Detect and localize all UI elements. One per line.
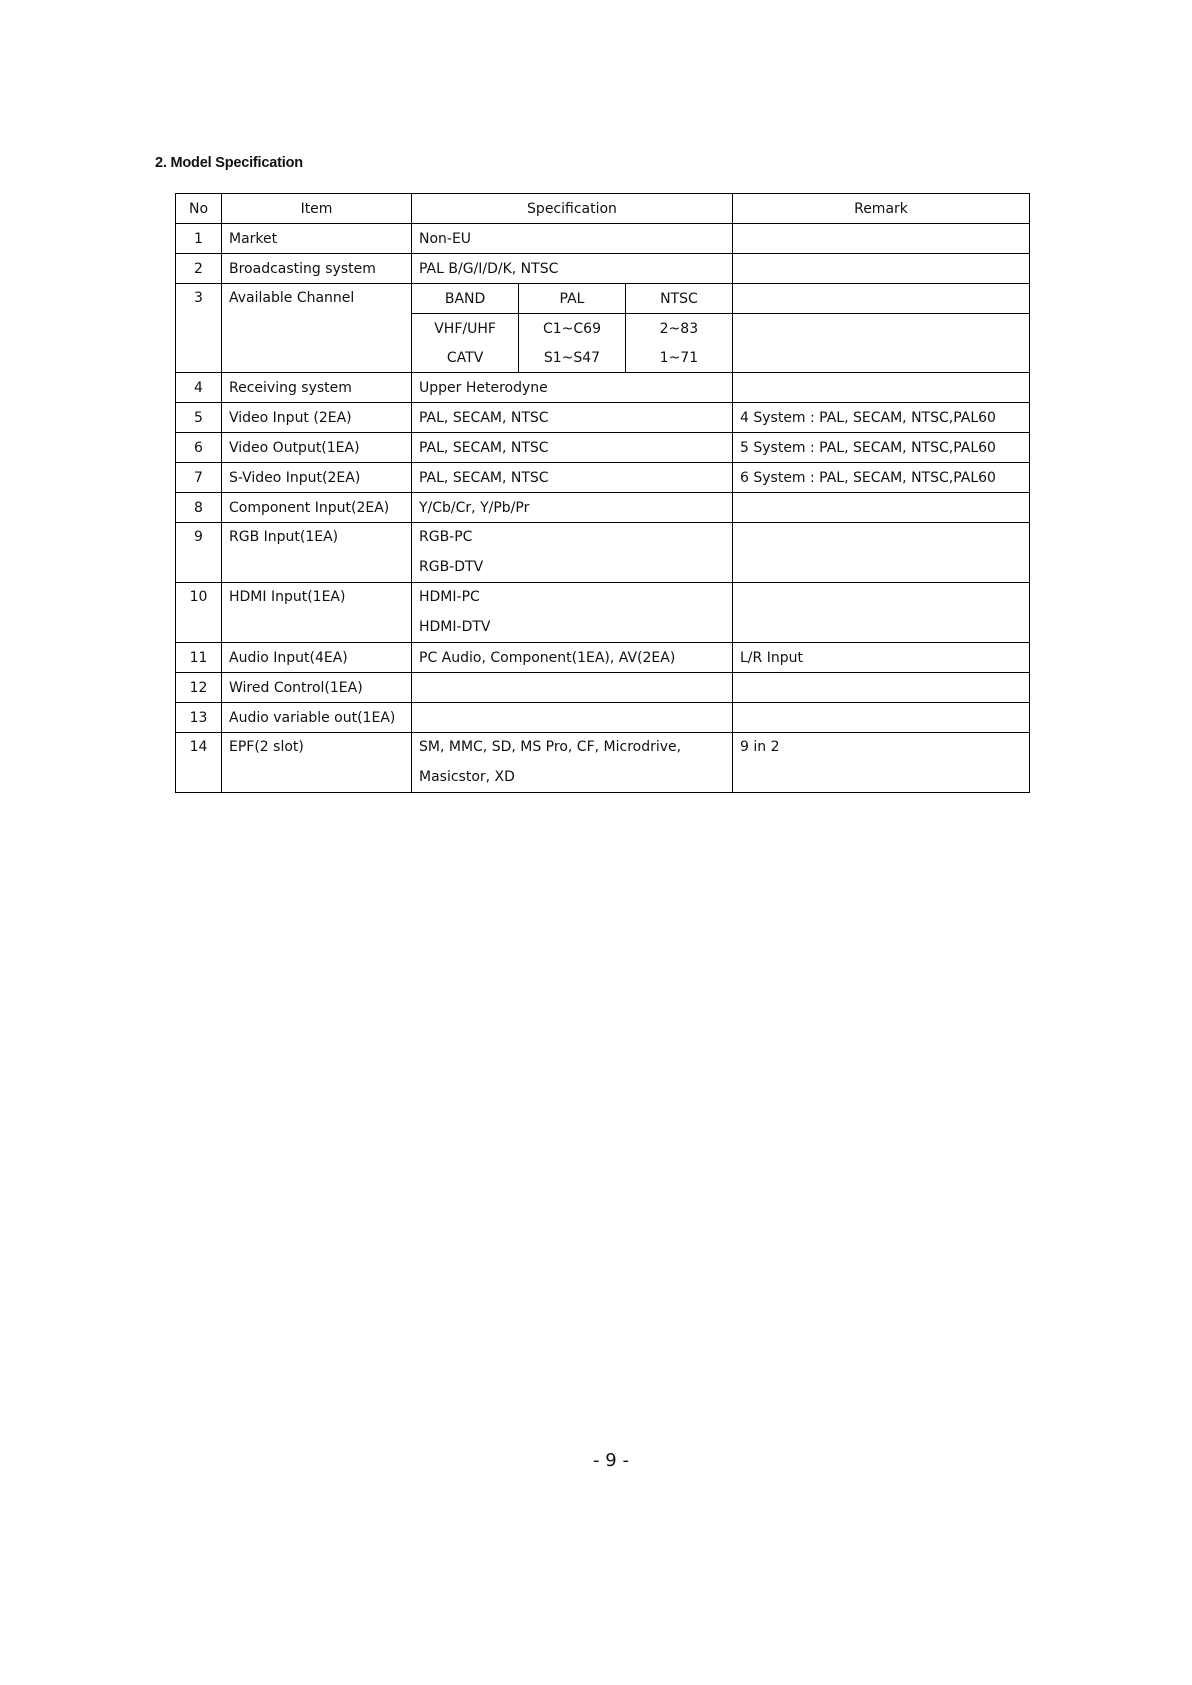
channel-pal: C1~C69 [519, 314, 626, 344]
row-item: Audio variable out(1EA) [222, 703, 412, 733]
table-row [176, 284, 1030, 373]
row-remark: 5 System : PAL, SECAM, NTSC,PAL60 [733, 433, 1030, 463]
row-no: 4 [176, 373, 222, 403]
row-remark [733, 373, 1030, 403]
row-item: RGB Input(1EA) [222, 523, 412, 583]
row-item: Video Input (2EA) [222, 403, 412, 433]
row-no: 14 [176, 733, 222, 793]
table-row [176, 433, 1030, 463]
channel-row [412, 343, 732, 372]
row-remark [733, 703, 1030, 733]
spec-line: SM, MMC, SD, MS Pro, CF, Microdrive, [419, 739, 682, 755]
row-spec [412, 703, 733, 733]
row-no: 3 [176, 284, 222, 373]
row-spec: PAL, SECAM, NTSC [412, 403, 733, 433]
row-item: Audio Input(4EA) [222, 643, 412, 673]
row-item: Receiving system [222, 373, 412, 403]
row-spec: PAL, SECAM, NTSC [412, 463, 733, 493]
row-spec: PAL B/G/I/D/K, NTSC [412, 254, 733, 284]
table-row [176, 493, 1030, 523]
table-row [176, 673, 1030, 703]
channel-pal: S1~S47 [519, 343, 626, 372]
table-row [176, 224, 1030, 254]
header-spec: Specification [412, 194, 733, 224]
table-row [176, 373, 1030, 403]
header-remark: Remark [733, 194, 1030, 224]
row-spec [412, 733, 733, 793]
row-no: 1 [176, 224, 222, 254]
channel-band: VHF/UHF [412, 314, 519, 344]
channel-header-row [412, 284, 732, 314]
spec-line: Masicstor, XD [419, 769, 515, 785]
row-remark [733, 493, 1030, 523]
remark-line [733, 284, 1029, 314]
row-spec [412, 583, 733, 643]
spec-line: HDMI-DTV [419, 619, 491, 635]
channel-ntsc: 1~71 [659, 349, 699, 366]
row-item: Video Output(1EA) [222, 433, 412, 463]
table-row [176, 523, 1030, 583]
row-remark [733, 673, 1030, 703]
row-item: S-Video Input(2EA) [222, 463, 412, 493]
table-row [176, 703, 1030, 733]
row-item: Available Channel [222, 284, 412, 373]
table-row [176, 254, 1030, 284]
row-spec: Y/Cb/Cr, Y/Pb/Pr [412, 493, 733, 523]
channel-header-band: BAND [412, 284, 519, 314]
spec-line: HDMI-PC [419, 589, 480, 605]
row-item: Market [222, 224, 412, 254]
section-title: 2. Model Specification [155, 155, 303, 171]
row-no: 6 [176, 433, 222, 463]
row-no: 10 [176, 583, 222, 643]
channel-table-cell [412, 284, 733, 373]
row-item: HDMI Input(1EA) [222, 583, 412, 643]
row-item: EPF(2 slot) [222, 733, 412, 793]
channel-header-ntsc: NTSC [625, 284, 732, 314]
row-spec [412, 523, 733, 583]
row-spec [412, 673, 733, 703]
row-item: Wired Control(1EA) [222, 673, 412, 703]
spec-line: RGB-PC [419, 529, 473, 545]
row-no: 2 [176, 254, 222, 284]
channel-band: CATV [412, 343, 519, 372]
row-no: 5 [176, 403, 222, 433]
table-row [176, 403, 1030, 433]
row-spec: Upper Heterodyne [412, 373, 733, 403]
header-no: No [176, 194, 222, 224]
header-item: Item [222, 194, 412, 224]
table-row [176, 733, 1030, 793]
row-no: 12 [176, 673, 222, 703]
row-remark: L/R Input [733, 643, 1030, 673]
table-row [176, 463, 1030, 493]
table-row [176, 643, 1030, 673]
row-no: 9 [176, 523, 222, 583]
row-remark: 9 in 2 [733, 733, 1030, 793]
page-number: - 9 - [593, 1450, 629, 1471]
row-no: 7 [176, 463, 222, 493]
table-row [176, 583, 1030, 643]
row-item: Broadcasting system [222, 254, 412, 284]
row-item: Component Input(2EA) [222, 493, 412, 523]
row-remark: 6 System : PAL, SECAM, NTSC,PAL60 [733, 463, 1030, 493]
channel-row [412, 314, 732, 344]
table-header-row [176, 194, 1030, 224]
spec-table [175, 193, 1030, 793]
channel-table [412, 284, 732, 372]
row-remark [733, 224, 1030, 254]
channel-ntsc: 2~83 [659, 320, 699, 337]
row-spec: Non-EU [412, 224, 733, 254]
row-no: 8 [176, 493, 222, 523]
row-spec: PC Audio, Component(1EA), AV(2EA) [412, 643, 733, 673]
row-spec: PAL, SECAM, NTSC [412, 433, 733, 463]
row-remark: 4 System : PAL, SECAM, NTSC,PAL60 [733, 403, 1030, 433]
spec-line: RGB-DTV [419, 559, 484, 575]
row-remark [733, 523, 1030, 583]
row-remark [733, 583, 1030, 643]
row-remark [733, 284, 1030, 373]
row-remark [733, 254, 1030, 284]
row-no: 11 [176, 643, 222, 673]
channel-header-pal: PAL [519, 284, 626, 314]
row-no: 13 [176, 703, 222, 733]
